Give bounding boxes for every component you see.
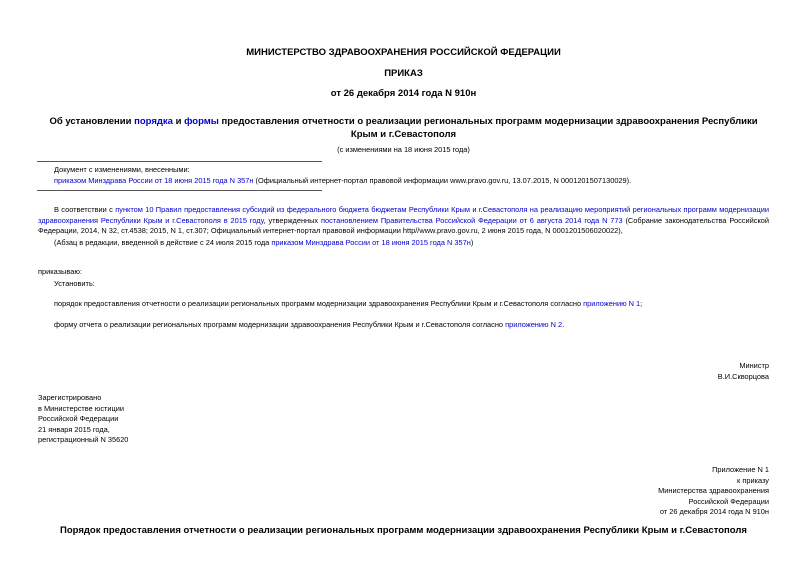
list-item — [54, 320, 774, 331]
item1-text: порядок предоставления отчетности о реализации региональных программ модернизации здравоохранения Республики Крым и г.Севастополя согласно — [54, 299, 584, 308]
signature-title: Министр — [739, 361, 769, 370]
registration-line-5: регистрационный N 35620 — [38, 435, 129, 444]
appendix1-link[interactable]: приложению N 1 — [583, 299, 641, 308]
amend-box-bottom-rule — [37, 190, 322, 191]
registration-line-1: Зарегистрировано — [38, 393, 102, 402]
ministry-heading: МИНИСТЕРСТВО ЗДРАВООХРАНЕНИЯ РОССИЙСКОЙ ФЕДЕРАЦИИ — [246, 47, 561, 58]
item2-end: . — [562, 320, 565, 329]
appendix-line-2: к приказу — [737, 475, 769, 485]
preamble-prefix: В соответствии с — [54, 205, 116, 214]
preamble-tail: (Собрание законодательства Российской Федерации, 2014, N 32, ст.4538; 2015, N 1, ст.307; Официальный интернет-портал правовой информации http//www.pravo.gov.ru, 2 июня 2015 года, N 0001201506020022), — [38, 215, 770, 235]
registration-line-3: Российской Федерации — [38, 414, 119, 423]
amend-box-top-rule — [37, 161, 322, 162]
amend-box-tail: (Официальный интернет-портал правовой информации www.pravo.gov.ru, 13.07.2015, N 0001201507130029). — [253, 176, 632, 185]
appendix-line-4: Российской Федерации — [688, 496, 769, 506]
preamble-link-rules[interactable]: пунктом 10 Правил предоставления субсидий из федерального бюджета бюджетам Республики Крым и г.Севастополя на реализацию мероприятий региональных программ модернизации здравоохранения Республики Крым и г.Севастополя в 2015 году — [38, 205, 769, 225]
preamble-mid: , утвержденных — [263, 215, 321, 225]
establish-word: Установить: — [54, 279, 95, 288]
title-link-form[interactable]: формы — [184, 116, 219, 127]
amend-box-link[interactable]: приказом Минздрава России от 18 июня 2015 года N 357н — [54, 176, 254, 185]
title-and: и — [172, 116, 185, 127]
amend-box-line — [54, 176, 774, 187]
item1-end: ; — [640, 299, 643, 308]
amend-box-heading: Документ с изменениями, внесенными: — [54, 165, 190, 174]
registration-block — [38, 393, 338, 446]
list-item — [54, 299, 774, 310]
signature-name: В.И.Скворцова — [717, 372, 769, 381]
registration-line-2: в Министерстве юстиции — [38, 403, 125, 413]
edition-link[interactable]: приказом Минздрава России от 18 июня 2015 года N 357н — [271, 238, 471, 247]
appendix-heading: Порядок предоставления отчетности о реализации региональных программ модернизации здравоохранения Республики Крым и г.Севастополя — [60, 525, 747, 536]
appendix-line-1: Приложение N 1 — [712, 465, 769, 474]
document-title — [48, 115, 759, 141]
doc-type-heading: ПРИКАЗ — [384, 68, 423, 79]
edition-tail: ) — [470, 238, 474, 247]
appendix-block — [520, 465, 769, 518]
appendix-line-3: Министерства здравоохранения — [658, 486, 769, 495]
amendment-note: (с изменениями на 18 июня 2015 года) — [337, 145, 470, 154]
title-link-procedure[interactable]: порядка — [134, 116, 173, 127]
title-rest: предоставления отчетности о реализации региональных программ модернизации здравоохранения Республики Крым и г.Севастополя — [218, 116, 758, 140]
preamble-paragraph — [38, 205, 769, 237]
preamble-link-resolution[interactable]: постановлением Правительства Российской Федерации от 6 августа 2014 года N 773 — [320, 215, 623, 225]
doc-date-heading: от 26 декабря 2014 года N 910н — [330, 88, 477, 99]
paragraph-edition-note — [54, 238, 774, 249]
item2-text: форму отчета о реализации региональных программ модернизации здравоохранения Республики Крым и г.Севастополя согласно — [54, 320, 506, 329]
appendix2-link[interactable]: приложению N 2 — [505, 320, 563, 329]
order-word: приказываю: — [38, 267, 82, 276]
appendix-line-5: от 26 декабря 2014 года N 910н — [659, 507, 769, 516]
title-prefix: Об установлении — [49, 116, 135, 127]
registration-line-4: 21 января 2015 года, — [38, 424, 110, 434]
edition-prefix: (Абзац в редакции, введенной в действие с 24 июля 2015 года — [54, 238, 272, 247]
